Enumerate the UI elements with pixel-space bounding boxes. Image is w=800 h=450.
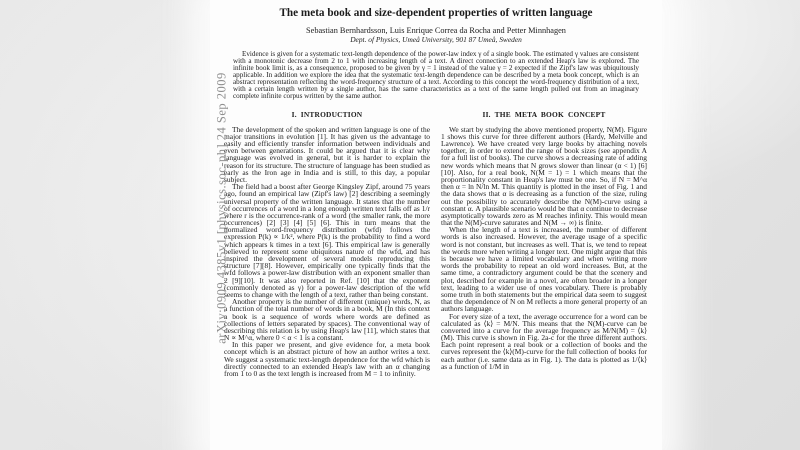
paper-content: [224, 0, 648, 377]
right-column: [441, 111, 647, 378]
affiliation-line: Dept. of Physics, Umeå University, 901 87 Umeå, Sweden: [350, 35, 522, 44]
metabook-paragraph-1: We start by studying the above mentioned property, N(M). Figure 1 shows this curve for three different authors (Hardy, Melville and Lawrence). We have created very large books by attaching novels together, in order to extend the range of book sizes (see appendix A for a full list of books). The curve shows a decreasing rate of adding new words which means that N grows slower than linear (α < 1) [6][10]. Also, for a real book, N(M = 1) = 1 which means that the proportionality constant in Heap's law must be one. So, if N = M^α then α = ln N/ln M. This quantity is plotted in the inset of Fig. 1 and the data shows that α is decreasing as a function of the size, ruling out the possibility to accurately describe the N(M)-curve using a constant α. A plausible scenario would be that α continue to decrease asymptotically towards zero as M reaches infinity. This would mean that the N(M)-curve saturates and N(M → ∞) is finite.: [441, 124, 647, 228]
intro-paragraph-4: In this paper we present, and give evidence for, a meta book concept which is an abstract picture of how an author writes a text. We suggest a systematic text-length dependence for the wfd which is directly connected to an extended Heap's law with an α changing from 1 to 0 as the text length is increased from M = 1 to infinity.: [224, 340, 430, 379]
abstract-text: Evidence is given for a systematic text-length dependence of the power-law index γ of a single book. The estimated γ values are consistent with a monotonic decrease from 2 to 1 with increasing length of a text. A direct connection to an extended Heap's law is explored. The infinite book limit is, as a consequence, proposed to be given by γ = 1 instead of the value γ = 2 expected if the Zipf's law was ubiquitously applicable. In addition we explore the idea that the systematic text-length dependence can be described by a meta book concept, which is an abstract representation reflecting the word-frequency structure of a text. According to this concept the word-frequency distribution of a text, with a certain length written by a single author, has the same characteristics as a text of the same length pulled out from an imaginary complete infinite corpus written by the same author.: [233, 50, 639, 100]
arxiv-watermark: arXiv:0909.4385v1 [physics.soc-ph] 24 Sep 2009: [214, 72, 229, 344]
author-line: Sebastian Bernhardsson, Luis Enrique Correa da Rocha and Petter Minnhagen: [306, 26, 566, 35]
section-heading-meta-book: II. THE META BOOK CONCEPT: [482, 109, 606, 119]
metabook-paragraph-3: For every size of a text, the average occurrence for a word can be calculated as ⟨k⟩ = M/N. This means that the N(M)-curve can be converted into a curve for the average frequency as M/N(M) = ⟨k⟩(M). This curve is shown in Fig. 2a-c for the three different authors. Each point represent a real book or a collection of books and the curves represent the ⟨k⟩(M)-curve for the full collection of books for each author (i.e. same data as in Fig. 1). The data is plotted as 1/⟨k⟩ as a function of 1/M in: [441, 311, 647, 371]
intro-paragraph-1: The development of the spoken and written language is one of the major transitions in evolution [1]. It has given us the advantage to easily and efficiently transfer information between individuals and even between generations. It could be argued that it is clear why language was evolved in general, but it is harder to explain the reason for its structure. The structure of language has been studied as early as the Iron age in India and is still, to this day, a popular subject.: [224, 124, 430, 184]
intro-paragraph-2: The field had a boost after George Kingsley Zipf, around 75 years ago, found an empirical law (Zipf's law) [2] describing a seemingly universal property of the written language. It states that the number of occurrences of a word in a long enough written text falls off as 1/r where r is the occurrence-rank of a word (the smaller rank, the more occurrences) [2] [3] [4] [5] [6]. This in turn means that the normalized word-frequency distribution (wfd) follows the expression P(k) ∝ 1/k², where P(k) is the probability to find a word which appears k times in a text [6]. This empirical law is generally believed to represent some ubiquitous nature of the wfd, and has inspired the development of several models reproducing this structure [7][8]. However, empirically one typically finds that the wfd follows a power-law distribution with an exponent smaller than 2 [9][10]. It was also reported in Ref. [10] that the exponent (commonly denoted as γ) for a power-law description of the wfd seems to change with the length of a text, rather than being constant.: [224, 182, 430, 299]
paper-title: The meta book and size-dependent properties of written language: [279, 7, 593, 19]
intro-paragraph-3: Another property is the number of different (unique) words, N, as a function of the total number of words in a book, M (In this context a book is a sequence of words where words are defined as collections of letters separated by spaces). The conventional way of describing this relation is by using Heap's law [11], which states that N ∝ M^α, where 0 < α < 1 is a constant.: [224, 297, 430, 343]
paper-page: [210, 0, 662, 450]
left-column: [224, 111, 430, 378]
section-heading-introduction: I. INTRODUCTION: [291, 109, 363, 119]
metabook-paragraph-2: When the length of a text is increased, the number of different words is also increased. However, the average usage of a specific word is not constant, but increases as well. That is, we tend to repeat the words more when writing a longer text. One might argue that this is because we have a limited vocabulary and when writing more words the probability to repeat an old word increases. But, at the same time, a contradictory argument could be that the scenery and plot, described for example in a novel, are often broader in a longer text, leading to a wider use of ones vocabulary. There is probably some truth in both statements but the empirical data seem to suggest that the dependence of N on M reflects a more general property of an authors language.: [441, 225, 647, 314]
two-column-body: [224, 111, 648, 378]
